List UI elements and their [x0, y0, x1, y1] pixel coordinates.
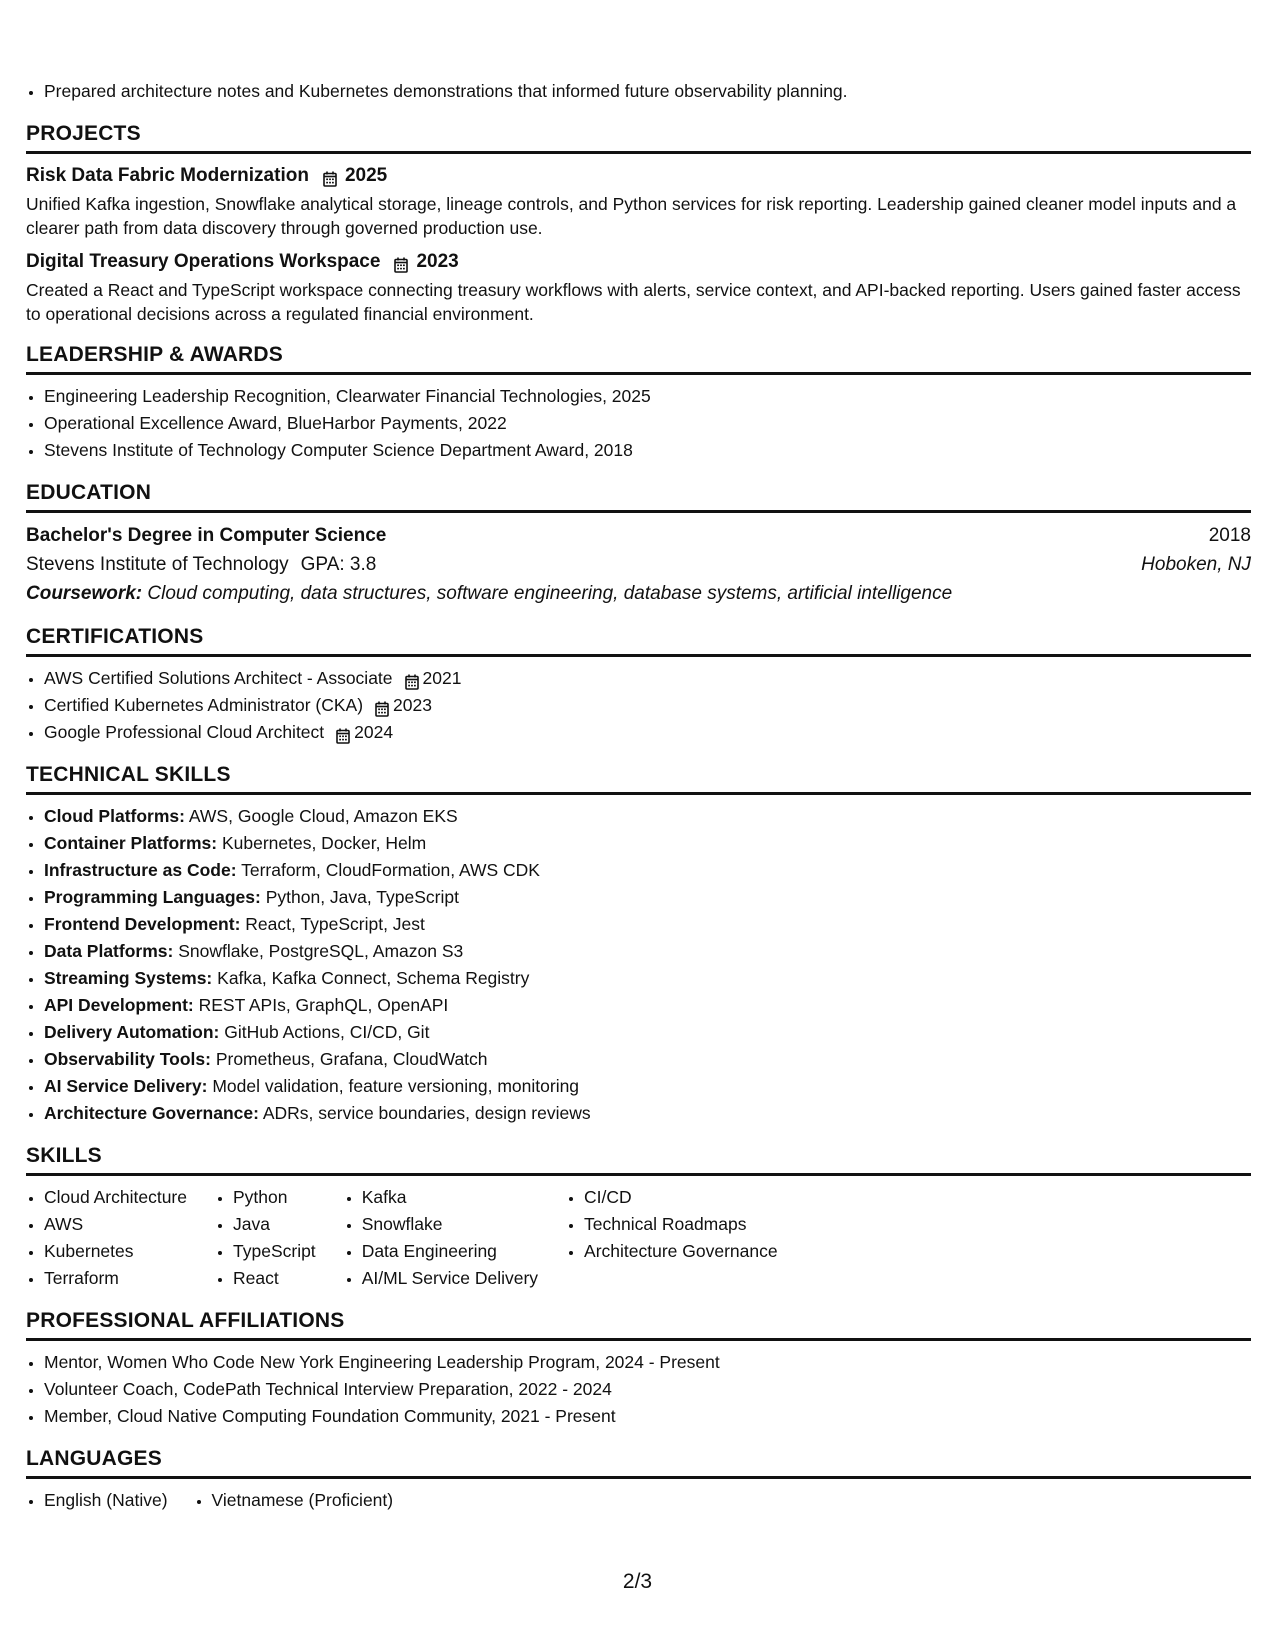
list-item: • CI/CD	[584, 1184, 778, 1211]
skill-category-label: Cloud Platforms:	[44, 806, 185, 826]
skills-column	[566, 1184, 778, 1292]
list-item	[44, 884, 1251, 911]
project-title-row	[26, 162, 1251, 190]
project-description: Created a React and TypeScript workspace connecting treasury workflows with alerts, service context, and API-backed reporting. Users gained faster access to operational decisions across a regulated financial environment.	[26, 280, 1241, 324]
languages-row	[26, 1487, 1251, 1514]
education-degree-row	[26, 521, 1251, 550]
certification-item	[44, 665, 1251, 692]
list-item	[44, 830, 1251, 857]
list-item: • Java	[233, 1211, 316, 1238]
certifications-list	[26, 665, 1251, 746]
education-degree: Bachelor's Degree in Computer Science	[26, 525, 387, 546]
list-item	[44, 911, 1251, 938]
education-school: Stevens Institute of Technology	[26, 554, 289, 575]
list-item	[44, 1100, 1251, 1127]
list-item: • TypeScript	[233, 1238, 316, 1265]
list-item	[44, 1046, 1251, 1073]
certification-year: 2023	[393, 695, 432, 715]
skill-category-value: Terraform, CloudFormation, AWS CDK	[241, 860, 540, 880]
skill-category-value: Python, Java, TypeScript	[265, 887, 459, 907]
technical-skills-section	[26, 762, 1251, 1127]
leadership-list	[26, 383, 1251, 464]
calendar-icon	[323, 168, 337, 184]
list-item: • Data Engineering	[362, 1238, 538, 1265]
languages-column	[26, 1487, 168, 1514]
skill-category-value: React, TypeScript, Jest	[245, 914, 425, 934]
education-school-row	[26, 550, 1251, 579]
affiliations-section	[26, 1308, 1251, 1430]
certification-name: • AWS Certified Solutions Architect - Associate	[44, 668, 393, 688]
list-item: • Cloud Architecture	[44, 1184, 187, 1211]
list-item: • Mentor, Women Who Code New York Engineering Leadership Program, 2024 - Present	[44, 1349, 1251, 1376]
list-item: • Volunteer Coach, CodePath Technical Interview Preparation, 2022 - 2024	[44, 1376, 1251, 1403]
calendar-icon	[375, 698, 389, 714]
list-item: • Vietnamese (Proficient)	[212, 1487, 394, 1514]
skill-category-value: Kubernetes, Docker, Helm	[221, 833, 427, 853]
calendar-icon	[405, 671, 419, 687]
list-item	[44, 992, 1251, 1019]
list-item: • Architecture Governance	[584, 1238, 778, 1265]
skill-category-label: Streaming Systems:	[44, 968, 213, 988]
skill-category-label: Programming Languages:	[44, 887, 261, 907]
list-item	[44, 938, 1251, 965]
skill-category-value: Model validation, feature versioning, monitoring	[212, 1076, 580, 1096]
list-item: • Operational Excellence Award, BlueHarbor Payments, 2022	[44, 410, 1251, 437]
list-item: • Prepared architecture notes and Kubernetes demonstrations that informed future observability planning.	[44, 78, 1251, 105]
experience-continued-list	[26, 78, 1251, 105]
languages-section	[26, 1446, 1251, 1514]
list-item	[44, 1019, 1251, 1046]
list-item	[44, 1073, 1251, 1100]
education-section	[26, 480, 1251, 608]
affiliations-list	[26, 1349, 1251, 1430]
list-item	[44, 857, 1251, 884]
skill-category-value: Snowflake, PostgreSQL, Amazon S3	[178, 941, 464, 961]
list-item: • Stevens Institute of Technology Computer Science Department Award, 2018	[44, 437, 1251, 464]
calendar-icon	[336, 725, 350, 741]
skill-category-label: Container Platforms:	[44, 833, 218, 853]
skills-columns	[26, 1184, 1251, 1292]
section-heading-skills: SKILLS	[26, 1143, 1251, 1176]
skill-category-label: Delivery Automation:	[44, 1022, 220, 1042]
certification-year: 2021	[422, 668, 462, 688]
section-heading-leadership: LEADERSHIP & AWARDS	[26, 342, 1251, 375]
project-year: 2023	[416, 251, 459, 272]
list-item: • Python	[233, 1184, 316, 1211]
section-heading-certifications: CERTIFICATIONS	[26, 624, 1251, 657]
technical-skills-list	[26, 803, 1251, 1127]
education-location: Hoboken, NJ	[1141, 554, 1251, 575]
skill-category-value: AWS, Google Cloud, Amazon EKS	[188, 806, 458, 826]
skill-category-label: Architecture Governance:	[44, 1103, 259, 1123]
skill-category-value: REST APIs, GraphQL, OpenAPI	[198, 995, 449, 1015]
list-item: • Kubernetes	[44, 1238, 187, 1265]
list-item: • English (Native)	[44, 1487, 168, 1514]
certification-item	[44, 692, 1251, 719]
skills-column	[344, 1184, 538, 1292]
section-heading-languages: LANGUAGES	[26, 1446, 1251, 1479]
project-year: 2025	[344, 165, 388, 186]
languages-column	[194, 1487, 394, 1514]
education-coursework	[26, 579, 1251, 608]
certification-year: 2024	[354, 722, 394, 742]
skill-category-value: Prometheus, Grafana, CloudWatch	[215, 1049, 488, 1069]
calendar-icon	[394, 254, 408, 270]
coursework-label: Coursework:	[26, 583, 143, 604]
page-number: 2/3	[622, 1570, 653, 1593]
skill-category-value: ADRs, service boundaries, design reviews	[262, 1103, 591, 1123]
section-heading-technical-skills: TECHNICAL SKILLS	[26, 762, 1251, 795]
skills-section	[26, 1143, 1251, 1292]
projects-section	[26, 121, 1251, 326]
skills-column	[215, 1184, 316, 1292]
list-item: • Snowflake	[362, 1211, 538, 1238]
skill-category-label: Observability Tools:	[44, 1049, 211, 1069]
skill-category-label: Frontend Development:	[44, 914, 241, 934]
skill-category-value: Kafka, Kafka Connect, Schema Registry	[217, 968, 530, 988]
skills-column	[26, 1184, 187, 1292]
list-item: • AWS	[44, 1211, 187, 1238]
education-year: 2018	[1208, 525, 1251, 546]
skill-category-label: Data Platforms:	[44, 941, 174, 961]
list-item: • Member, Cloud Native Computing Foundation Community, 2021 - Present	[44, 1403, 1251, 1430]
certifications-section	[26, 624, 1251, 746]
list-item: • AI/ML Service Delivery	[362, 1265, 538, 1292]
list-item	[44, 965, 1251, 992]
certification-name: • Certified Kubernetes Administrator (CKA)	[44, 695, 364, 715]
section-heading-projects: PROJECTS	[26, 121, 1251, 154]
list-item: • Terraform	[44, 1265, 187, 1292]
certification-name: • Google Professional Cloud Architect	[44, 722, 325, 742]
coursework-text: Cloud computing, data structures, software engineering, database systems, artificial intelligence	[147, 583, 953, 604]
education-gpa: GPA: 3.8	[300, 554, 377, 575]
section-heading-education: EDUCATION	[26, 480, 1251, 513]
skill-category-label: API Development:	[44, 995, 194, 1015]
leadership-section	[26, 342, 1251, 464]
project-title-row	[26, 248, 1251, 276]
project-description: Unified Kafka ingestion, Snowflake analytical storage, lineage controls, and Python services for risk reporting. Leadership gained cleaner model inputs and a clearer path from data discovery through governed production use.	[26, 194, 1237, 238]
list-item: • React	[233, 1265, 316, 1292]
list-item	[44, 803, 1251, 830]
list-item: • Engineering Leadership Recognition, Clearwater Financial Technologies, 2025	[44, 383, 1251, 410]
list-item: • Kafka	[362, 1184, 538, 1211]
skill-category-label: Infrastructure as Code:	[44, 860, 237, 880]
project-title: Risk Data Fabric Modernization	[26, 165, 309, 186]
skill-category-value: GitHub Actions, CI/CD, Git	[224, 1022, 430, 1042]
skill-category-label: AI Service Delivery:	[44, 1076, 208, 1096]
certification-item	[44, 719, 1251, 746]
list-item: • Technical Roadmaps	[584, 1211, 778, 1238]
project-title: Digital Treasury Operations Workspace	[26, 251, 381, 272]
section-heading-affiliations: PROFESSIONAL AFFILIATIONS	[26, 1308, 1251, 1341]
